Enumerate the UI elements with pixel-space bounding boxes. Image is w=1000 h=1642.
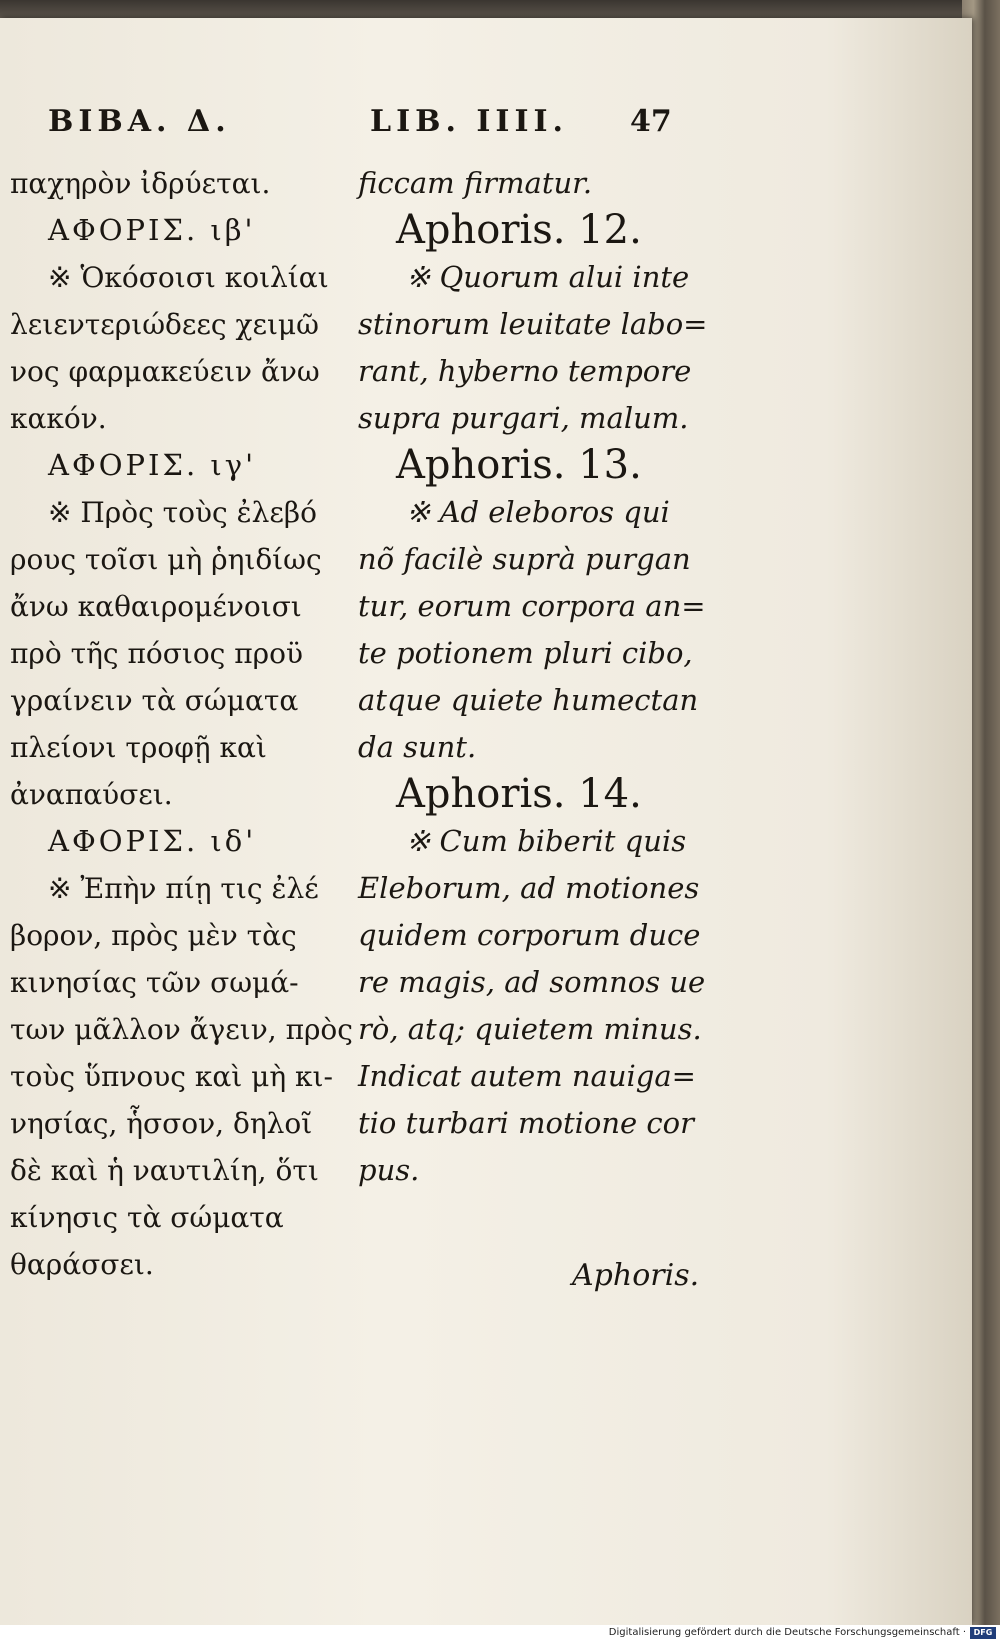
greek-line: παχηρὸν ἰδρύεται. xyxy=(10,167,271,200)
greek-line: νος φαρμακεύειν ἄνω xyxy=(10,355,320,388)
latin-line: stinorum leuitate labo= xyxy=(358,307,708,341)
latin-line: pus. xyxy=(358,1153,420,1187)
latin-line: tio turbari motione cor xyxy=(358,1106,694,1140)
greek-line: ※ Ὁκόσοισι κοιλίαι xyxy=(48,261,329,294)
latin-line: rò, atq; quietem minus. xyxy=(358,1012,702,1046)
greek-line: ΑΦΟΡΙΣ. ιβ' xyxy=(48,213,256,247)
greek-line: νησίας, ἧσσον, δηλοῖ xyxy=(10,1107,313,1140)
footer-credit: Digitalisierung gefördert durch die Deutsche Forschungsgemeinschaft · xyxy=(608,1627,966,1638)
greek-line: ※ Πρὸς τοὺς ἐλεβό xyxy=(48,496,317,529)
latin-line: da sunt. xyxy=(358,730,477,764)
greek-line: κακόν. xyxy=(10,402,107,435)
latin-line: nõ facilè suprà purgan xyxy=(358,542,691,576)
latin-line: te potionem pluri cibo, xyxy=(358,636,693,670)
greek-line: ἄνω καθαιρομένοισι xyxy=(10,590,302,623)
latin-line: ※ Ad eleboros qui xyxy=(406,495,670,529)
greek-line: ΑΦΟΡΙΣ. ιγ' xyxy=(48,448,257,482)
footer-bar xyxy=(0,1625,1000,1642)
latin-line: Aphoris. 13. xyxy=(396,442,642,488)
greek-line: πλείονι τροφῇ καὶ xyxy=(10,731,267,764)
greek-line: κίνησις τὰ σώματα xyxy=(10,1201,284,1234)
catchword: Aphoris. xyxy=(572,1258,700,1293)
latin-column xyxy=(358,160,708,1194)
latin-line: quidem corporum duce xyxy=(358,918,701,952)
latin-line: Indicat autem nauiga= xyxy=(358,1059,696,1093)
latin-line: ※ Cum biberit quis xyxy=(406,824,687,858)
greek-line: λειεντεριώδεες χειμῶ xyxy=(10,308,319,341)
latin-line: Aphoris. 14. xyxy=(396,771,642,817)
greek-line: πρὸ τῆς πόσιος προϋ xyxy=(10,637,304,670)
greek-line: ἀναπαύσει. xyxy=(10,778,173,811)
latin-line: ※ Quorum alui inte xyxy=(406,260,690,294)
greek-line: τοὺς ὕπνους καὶ μὴ κι- xyxy=(10,1060,333,1093)
greek-line: ρους τοῖσι μὴ ῥηιδίως xyxy=(10,543,322,576)
greek-column xyxy=(10,160,353,1288)
latin-line: Eleborum, ad motiones xyxy=(358,871,700,905)
greek-line: βορον, πρὸς μὲν τὰς xyxy=(10,919,297,952)
greek-line: θαράσσει. xyxy=(10,1248,154,1281)
latin-line: re magis, ad somnos ue xyxy=(358,965,706,999)
greek-line: δὲ καὶ ἡ ναυτιλίη, ὅτι xyxy=(10,1154,319,1187)
running-head-left: BIBA. Δ. xyxy=(48,104,231,139)
dfg-logo: DFG xyxy=(970,1627,996,1639)
latin-line: Aphoris. 12. xyxy=(396,207,642,253)
greek-line: ΑΦΟΡΙΣ. ιδ' xyxy=(48,824,257,858)
latin-line: supra purgari, malum. xyxy=(358,401,689,435)
greek-line: ※ Ἐπὴν πίῃ τις ἐλέ xyxy=(48,872,319,905)
page-number: 47 xyxy=(630,104,672,139)
latin-line: rant, hyberno tempore xyxy=(358,354,692,388)
greek-line: κινησίας τῶν σωμά- xyxy=(10,966,299,999)
running-head-right: LIB. IIII. xyxy=(370,104,568,139)
greek-line: των μᾶλλον ἄγειν, πρὸς xyxy=(10,1013,353,1046)
greek-line: γραίνειν τὰ σώματα xyxy=(10,684,299,717)
latin-line: atque quiete humectan xyxy=(358,683,699,717)
latin-line: ficcam firmatur. xyxy=(358,166,593,200)
latin-line: tur, eorum corpora an= xyxy=(358,589,706,623)
